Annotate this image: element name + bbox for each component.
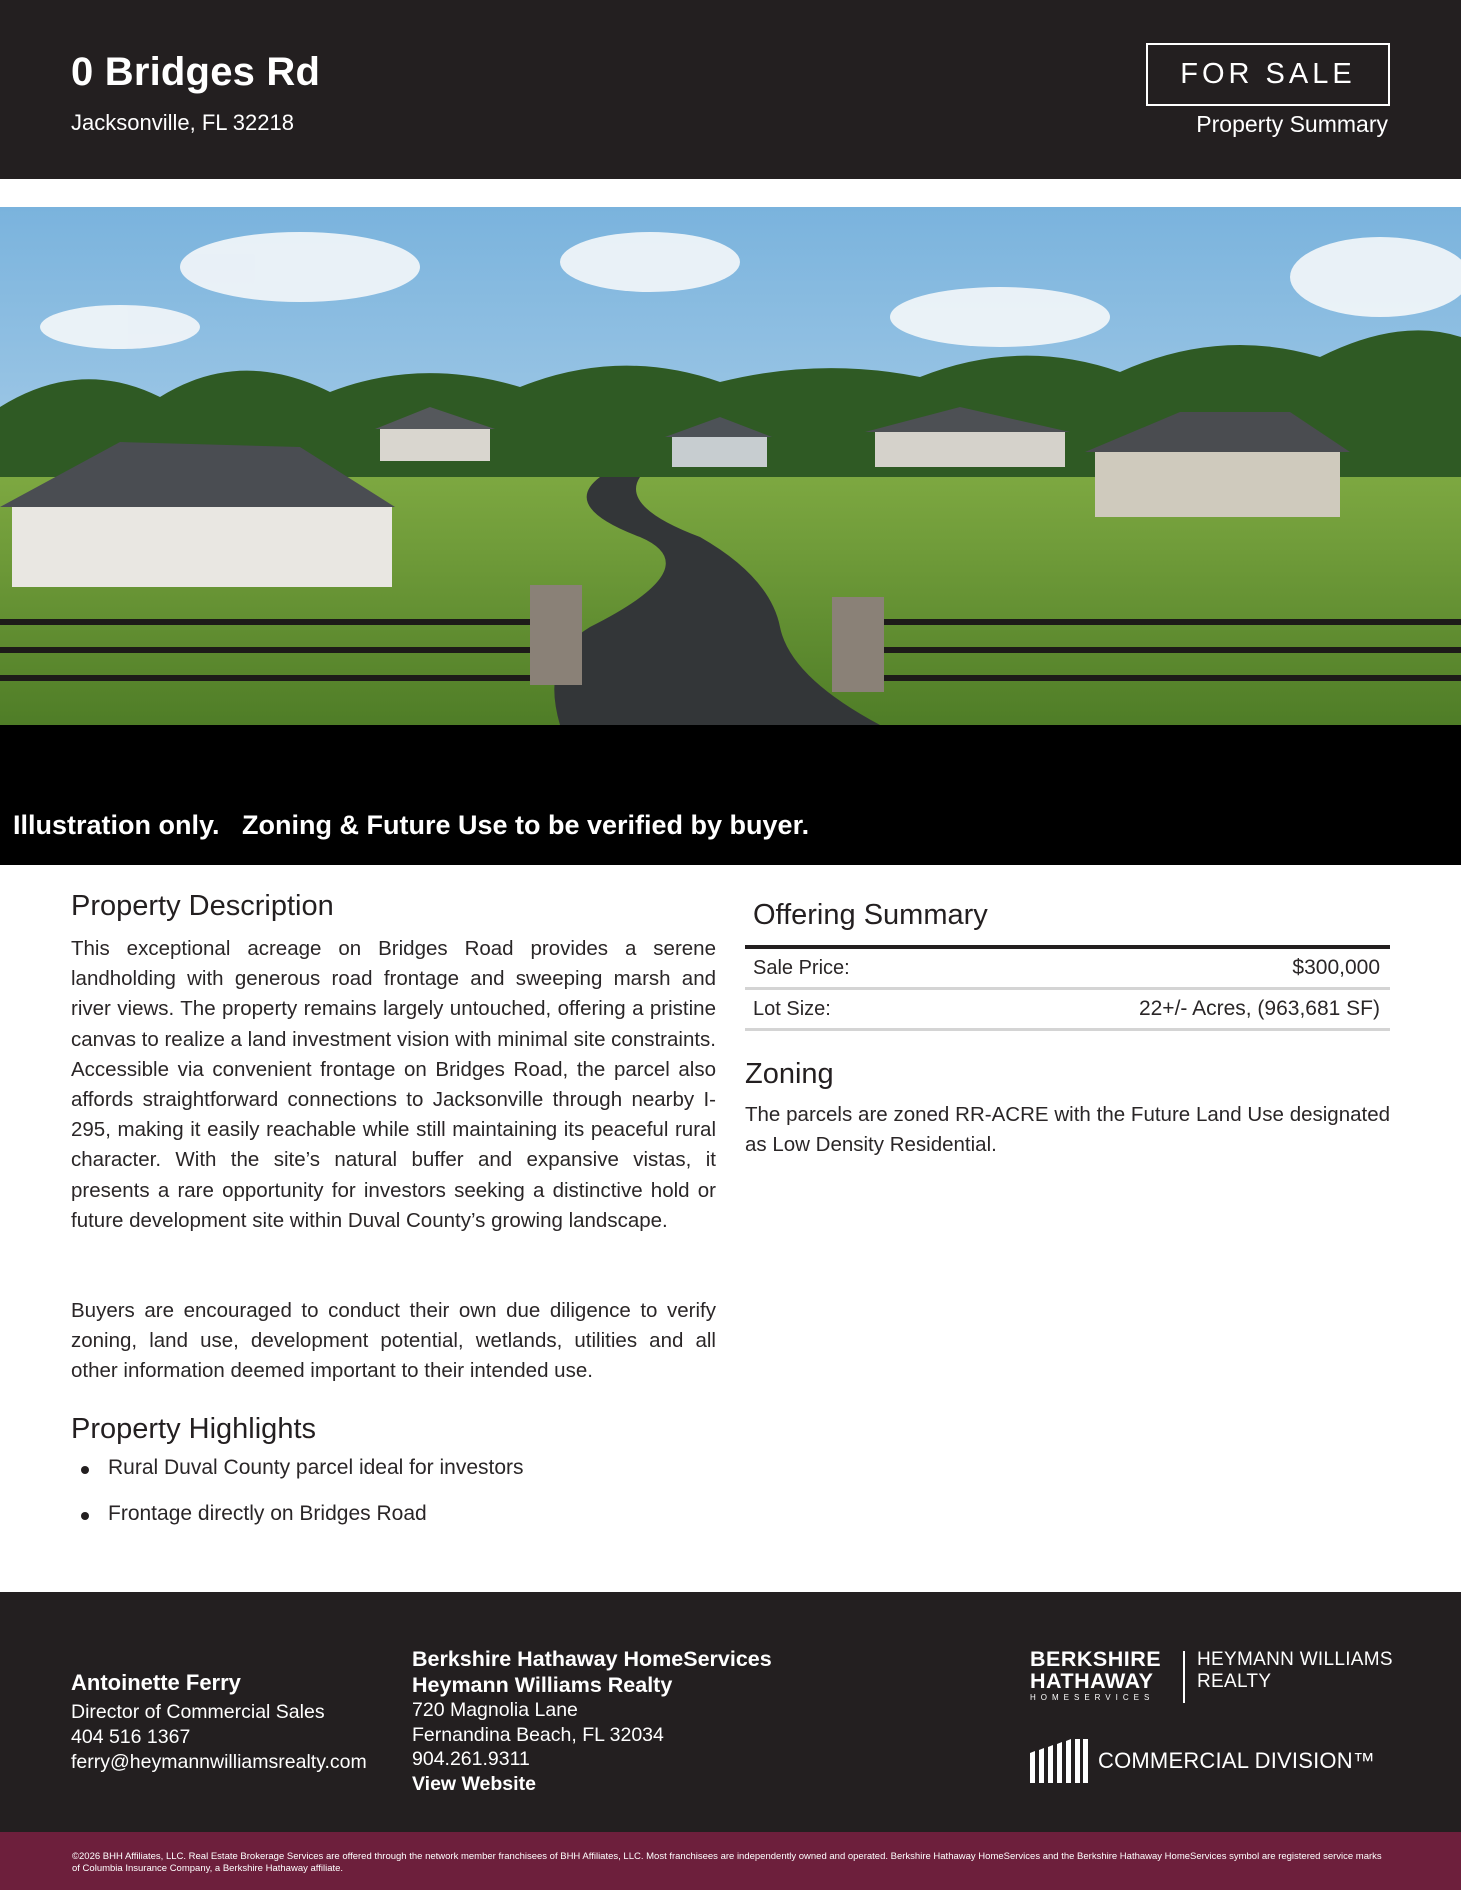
status-badge: FOR SALE bbox=[1146, 43, 1390, 106]
logo-divider bbox=[1183, 1651, 1185, 1703]
building-bars-icon bbox=[1030, 1739, 1088, 1783]
sale-price-label: Sale Price: bbox=[753, 956, 850, 979]
berkshire-hathaway-logo bbox=[1030, 1648, 1161, 1702]
list-item: Rural Duval County parcel ideal for investors bbox=[79, 1456, 524, 1480]
zoning-heading: Zoning bbox=[745, 1058, 834, 1090]
partner-logo bbox=[1197, 1649, 1393, 1693]
office-phone[interactable]: 904.261.9311 bbox=[412, 1748, 530, 1770]
zoning-text: The parcels are zoned RR-ACRE with the Future Land Use designated as Low Density Residential. bbox=[745, 1103, 1390, 1157]
division-label: COMMERCIAL DIVISION™ bbox=[1098, 1748, 1375, 1773]
agent-contact bbox=[71, 1670, 367, 1775]
highlights-heading: Property Highlights bbox=[71, 1413, 316, 1445]
brand-line-3: HOMESERVICES bbox=[1030, 1693, 1155, 1702]
page-footer bbox=[0, 1592, 1461, 1832]
agent-name: Antoinette Ferry bbox=[71, 1670, 241, 1695]
table-row bbox=[745, 990, 1390, 1031]
doc-type-label: Property Summary bbox=[1196, 111, 1388, 137]
office-name-line-1: Berkshire Hathaway HomeServices bbox=[412, 1647, 772, 1671]
table-row bbox=[745, 949, 1390, 990]
property-address: 0 Bridges Rd bbox=[71, 50, 321, 94]
lot-size-label: Lot Size: bbox=[753, 997, 831, 1020]
description-heading: Property Description bbox=[71, 890, 334, 922]
legal-disclaimer: ©2026 BHH Affiliates, LLC. Real Estate Brokerage Services are offered through the network member franchisees of BHH Affiliates, LLC. Most franchisees are independently owned and operated. Berkshire Hathaway HomeServices and the Berkshire Hathaway HomeServices symbol are registered service marks of Columbia Insurance Company, a Berkshire Hathaway affiliate. bbox=[0, 1832, 1461, 1890]
description-paragraph-1: This exceptional acreage on Bridges Road provides a serene landholding with generous road frontage and sweeping marsh and river views. The property remains largely untouched, offering a pristine canvas to realize a land investment vision with minimal site constraints. Accessible via convenient frontage on Bridges Road, the parcel also affords straightforward connections to Jacksonville through nearby I-295, making it easily reachable while still maintaining its peaceful rural character. With the site’s natural buffer and expansive vistas, it presents a rare opportunity for investors seeking a distinctive hold or future development site within Duval County’s growing landscape. bbox=[71, 937, 716, 1232]
hero-illustration bbox=[0, 207, 1461, 865]
lot-size-value: 22+/- Acres, (963,681 SF) bbox=[1138, 997, 1380, 1020]
description-paragraph-2: Buyers are encouraged to conduct their own due diligence to verify zoning, land use, development potential, wetlands, utilities and all other information deemed important to their intended use. bbox=[71, 1299, 716, 1383]
brand-line-1: BERKSHIRE bbox=[1030, 1647, 1162, 1671]
offering-table bbox=[745, 945, 1390, 1031]
agent-email[interactable]: ferry@heymannwilliamsrealty.com bbox=[71, 1751, 367, 1773]
partner-line-2: REALTY bbox=[1197, 1671, 1272, 1692]
agent-phone[interactable]: 404 516 1367 bbox=[71, 1726, 191, 1748]
highlights-list bbox=[79, 1456, 524, 1548]
list-item: Frontage directly on Bridges Road bbox=[79, 1502, 524, 1526]
sale-price-value: $300,000 bbox=[1292, 956, 1380, 979]
brand-line-2: HATHAWAY bbox=[1030, 1669, 1154, 1693]
hero-caption: Illustration only. Zoning & Future Use to be verified by buyer. bbox=[13, 810, 810, 840]
partner-line-1: HEYMANN WILLIAMS bbox=[1197, 1649, 1393, 1670]
office-contact bbox=[412, 1646, 772, 1797]
view-website-link[interactable]: View Website bbox=[412, 1772, 536, 1795]
agent-title: Director of Commercial Sales bbox=[71, 1701, 325, 1723]
hero-image bbox=[0, 207, 1461, 865]
office-street: 720 Magnolia Lane bbox=[412, 1699, 578, 1721]
office-city: Fernandina Beach, FL 32034 bbox=[412, 1723, 664, 1746]
office-name-line-2: Heymann Williams Realty bbox=[412, 1673, 673, 1697]
page-header bbox=[0, 0, 1461, 179]
commercial-division-logo bbox=[1030, 1739, 1375, 1783]
property-city: Jacksonville, FL 32218 bbox=[71, 110, 294, 135]
offering-heading: Offering Summary bbox=[753, 899, 988, 931]
